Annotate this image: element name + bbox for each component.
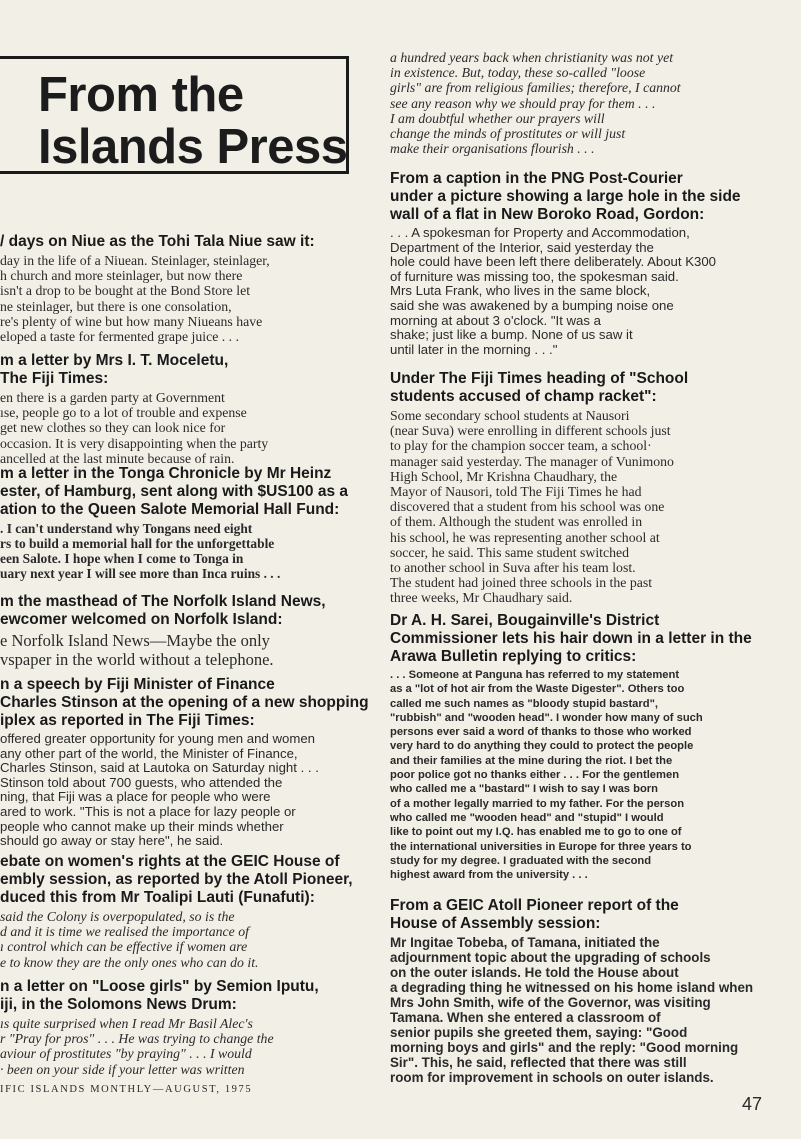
excerpt-line: morning at about 3 o'clock. "It was a: [390, 313, 601, 328]
press-excerpt: [390, 612, 752, 882]
press-excerpt: [0, 352, 370, 466]
excerpt-line: uary next year I will see more than Inca ruins . . .: [0, 566, 281, 581]
excerpt-line: manager said yesterday. The manager of Vunimono: [390, 453, 674, 469]
excerpt-line: soccer, he said. This same student switched: [390, 544, 630, 560]
excerpt-line: like to point out my I.Q. has enabled me to go to one of: [390, 826, 682, 839]
excerpt-line: to another school in Suva after his team lost.: [390, 560, 636, 576]
excerpt-heading: ation to the Queen Salote Memorial Hall Fund:: [0, 501, 340, 518]
excerpt-line: morning boys and girls" and the reply: "Good morning: [390, 1040, 739, 1055]
excerpt-body: [390, 226, 741, 357]
excerpt-line: (near Suva) were enrolling in different schools just: [390, 423, 671, 439]
section-title-line-2: Islands Press: [38, 120, 348, 174]
press-excerpt: [0, 593, 370, 669]
excerpt-body: [390, 668, 752, 882]
excerpt-line: ning, that Fiji was a place for people who were: [0, 790, 271, 805]
excerpt-line: called me such names as "bloody stupid bastard",: [390, 697, 658, 710]
excerpt-heading: From a caption in the PNG Post-Courier: [390, 170, 683, 187]
excerpt-body: [0, 732, 370, 849]
excerpt-line: "rubbish" and "wooden head". I wonder how many of such: [390, 711, 703, 724]
excerpt-line: adjournment topic about the upgrading of schools: [390, 950, 711, 965]
excerpt-body: [0, 631, 370, 669]
excerpt-heading: m a letter by Mrs I. T. Moceletu,: [0, 352, 229, 369]
excerpt-line: ı control which can be effective if women are: [0, 939, 248, 955]
excerpt-line: hole could have been left there deliberately. About K300: [390, 255, 717, 270]
excerpt-line: study for my degree. I graduated with the second: [390, 854, 652, 867]
excerpt-heading: under a picture showing a large hole in the side: [390, 188, 741, 205]
press-excerpt: [0, 853, 370, 970]
excerpt-line: Mayor of Nausori, told The Fiji Times he had: [390, 484, 642, 500]
excerpt-heading: Arawa Bulletin replying to critics:: [390, 648, 637, 665]
excerpt-line: h church and more steinlager, but now there: [0, 268, 243, 284]
excerpt-line: and their families at the mine during the riot. I bet the: [390, 754, 673, 767]
excerpt-line: ared to work. "This is not a place for lazy people or: [0, 804, 296, 819]
excerpt-body: [0, 390, 370, 466]
excerpt-line: I am doubtful whether our prayers will: [390, 110, 605, 126]
page-number: 47: [742, 1094, 763, 1114]
excerpt-line: who called me "wooden head" and "stupid" I would: [390, 811, 664, 824]
excerpt-line: get new clothes so they can look nice for: [0, 420, 226, 436]
excerpt-line: to play for the champion soccer team, a school·: [390, 438, 652, 454]
excerpt-body: [0, 253, 370, 344]
excerpt-line: people who cannot make up their minds whether: [0, 819, 284, 834]
press-excerpt: [390, 170, 741, 357]
excerpt-line: een Salote. I hope when I come to Tonga in: [0, 551, 244, 566]
excerpt-line: d and it is time we realised the importance of: [0, 924, 249, 940]
excerpt-line: see any reason why we should pray for them . . .: [390, 95, 656, 111]
excerpt-line: room for improvement in schools on outer islands.: [390, 1070, 714, 1085]
excerpt-line: on the outer islands. He told the House about: [390, 965, 679, 980]
excerpt-line: ancelled at the last minute because of rain.: [0, 450, 235, 466]
excerpt-line: ıse, people go to a lot of trouble and expense: [0, 405, 247, 421]
excerpt-line: make their organisations flourish . . .: [390, 141, 595, 157]
excerpt-line: en there is a garden party at Government: [0, 390, 225, 405]
excerpt-heading: iji, in the Solomons News Drum:: [0, 996, 237, 1013]
excerpt-line: High School, Mr Krishna Chaudhary, the: [390, 468, 618, 484]
excerpt-line: discovered that a student from his school was one: [390, 499, 665, 515]
excerpt-line: Sir". This, he said, reflected that there was still: [390, 1055, 687, 1070]
excerpt-line: day in the life of a Niuean. Steinlager, steinlager,: [0, 253, 270, 268]
excerpt-heading: Charles Stinson at the opening of a new shopping: [0, 694, 369, 711]
excerpt-line: senior pupils she greeted them, saying: "Good: [390, 1025, 688, 1040]
excerpt-body: [0, 909, 370, 970]
excerpt-heading: m a letter in the Tonga Chronicle by Mr Heinz: [0, 465, 332, 482]
excerpt-line: in existence. But, today, these so-called "loose: [390, 65, 646, 81]
page-footer: IFIC ISLANDS MONTHLY—AUGUST, 1975: [0, 1084, 253, 1095]
excerpt-line: ıs quite surprised when I read Mr Basil Alec's: [0, 1016, 253, 1031]
excerpt-line: offered greater opportunity for young men and women: [0, 732, 315, 746]
excerpt-line: Mrs Luta Frank, who lives in the same block,: [390, 284, 651, 299]
excerpt-line: ne steinlager, but there is one consolation,: [0, 298, 232, 314]
excerpt-heading: Dr A. H. Sarei, Bougainville's District: [390, 612, 660, 629]
excerpt-line: . . . Someone at Panguna has referred to my statement: [390, 669, 680, 681]
excerpt-line: said she was awakened by a bumping noise one: [390, 298, 674, 313]
excerpt-line: poor police got no thanks either . . . For the gentlemen: [390, 769, 680, 782]
excerpt-line: Stinson told about 700 guests, who attended the: [0, 775, 283, 790]
excerpt-line: any other part of the world, the Minister of Finance,: [0, 746, 298, 761]
excerpt-line: of a mother legally married to my father. For the person: [390, 797, 685, 810]
excerpt-line: eloped a taste for fermented grape juice . . .: [0, 329, 240, 345]
excerpt-line: r "Pray for pros" . . . He was trying to change the: [0, 1031, 274, 1047]
excerpt-body: [390, 408, 688, 606]
excerpt-line: a degrading thing he witnessed on his home island when: [390, 980, 754, 995]
excerpt-heading: The Fiji Times:: [0, 370, 109, 387]
excerpt-heading: ewcomer welcomed on Norfolk Island:: [0, 611, 283, 628]
excerpt-line: Some secondary school students at Nausori: [390, 408, 630, 423]
excerpt-line: highest award from the university . . .: [390, 869, 588, 882]
excerpt-line: persons ever said a word of thanks to those who worked: [390, 726, 692, 739]
press-excerpt: [0, 465, 370, 581]
excerpt-heading: wall of a flat in New Boroko Road, Gordon:: [390, 206, 705, 223]
excerpt-line: the international universities in Europe for three years to: [390, 840, 692, 853]
excerpt-line: change the minds of prostitutes or will just: [390, 126, 626, 142]
excerpt-line: occasion. It is very disappointing when the party: [0, 435, 269, 451]
excerpt-heading: n a speech by Fiji Minister of Finance: [0, 676, 275, 693]
excerpt-line: The student had joined three schools in the past: [390, 575, 653, 591]
excerpt-line: three weeks, Mr Chaudhary said.: [390, 590, 573, 606]
press-excerpt: [0, 676, 370, 849]
excerpt-heading: students accused of champ racket":: [390, 388, 657, 405]
press-excerpt: [0, 978, 370, 1077]
excerpt-line: rs to build a memorial hall for the unforgettable: [0, 536, 275, 551]
excerpt-line: isn't a drop to be bought at the Bond Store let: [0, 283, 251, 299]
excerpt-line: Charles Stinson, said at Lautoka on Saturday night . . .: [0, 761, 319, 776]
excerpt-heading: iplex as reported in The Fiji Times:: [0, 712, 255, 729]
excerpt-line: Department of the Interior, said yesterday the: [390, 240, 654, 255]
excerpt-line: Mrs John Smith, wife of the Governor, was visiting: [390, 995, 711, 1010]
excerpt-line: e Norfolk Island News—Maybe the only: [0, 631, 270, 650]
excerpt-line: until later in the morning . . .": [390, 342, 558, 357]
excerpt-body: [390, 935, 753, 1085]
excerpt-line: shake; just like a bump. None of us saw it: [390, 328, 633, 343]
excerpt-heading: Under The Fiji Times heading of "School: [390, 370, 689, 387]
excerpt-line: . I can't understand why Tongans need eight: [0, 521, 253, 536]
press-excerpt: [0, 233, 370, 344]
excerpt-heading: From a GEIC Atoll Pioneer report of the: [390, 897, 679, 914]
press-excerpt: [390, 370, 688, 606]
excerpt-line: Tamana. When she entered a classroom of: [390, 1010, 661, 1025]
excerpt-line: his school, he was representing another school at: [390, 529, 660, 545]
excerpt-heading: embly session, as reported by the Atoll Pioneer,: [0, 871, 353, 888]
excerpt-heading: duced this from Mr Toalipi Lauti (Funafuti):: [0, 889, 315, 906]
press-excerpt: [390, 897, 753, 1085]
excerpt-heading: House of Assembly session:: [390, 915, 601, 932]
excerpt-line: re's plenty of wine but how many Niueans have: [0, 313, 263, 329]
excerpt-line: very hard to do anything they could to protect the people: [390, 740, 694, 753]
section-title-box: [0, 56, 349, 174]
excerpt-line: of them. Although the student was enrolled in: [390, 514, 643, 530]
excerpt-line: e to know they are the only ones who can do it.: [0, 954, 259, 970]
excerpt-line: who called me a "bastard" I wish to say I was born: [390, 783, 658, 796]
excerpt-body: [0, 1016, 370, 1077]
excerpt-line: aviour of prostitutes "by praying" . . . I would: [0, 1046, 252, 1062]
excerpt-heading: Commissioner lets his hair down in a letter in the: [390, 630, 752, 647]
section-title-line-1: From the: [38, 68, 244, 122]
excerpt-line: should go away or stay here", he said.: [0, 834, 224, 849]
excerpt-heading: m the masthead of The Norfolk Island News,: [0, 593, 326, 610]
excerpt-line: . . . A spokesman for Property and Accommodation,: [390, 226, 690, 240]
excerpt-body: [390, 50, 681, 156]
excerpt-line: as a "lot of hot air from the Waste Digester". Others too: [390, 683, 685, 696]
excerpt-line: girls" are from religious families; therefore, I cannot: [390, 80, 681, 96]
excerpt-line: vspaper in the world without a telephone.: [0, 650, 274, 669]
excerpt-line: of furniture was missing too, the spokesman said.: [390, 269, 679, 284]
excerpt-line: Mr Ingitae Tobeba, of Tamana, initiated the: [390, 935, 660, 950]
excerpt-heading: / days on Niue as the Tohi Tala Niue saw it:: [0, 233, 315, 250]
excerpt-line: a hundred years back when christianity was not yet: [390, 50, 674, 65]
excerpt-line: · been on your side if your letter was written: [0, 1061, 245, 1077]
excerpt-heading: n a letter on "Loose girls" by Semion Iputu,: [0, 978, 319, 995]
excerpt-heading: ester, of Hamburg, sent along with $US100 as a: [0, 483, 348, 500]
excerpt-line: said the Colony is overpopulated, so is the: [0, 909, 235, 924]
excerpt-body: [0, 521, 370, 581]
excerpt-heading: ebate on women's rights at the GEIC House of: [0, 853, 340, 870]
press-excerpt: [390, 50, 681, 156]
